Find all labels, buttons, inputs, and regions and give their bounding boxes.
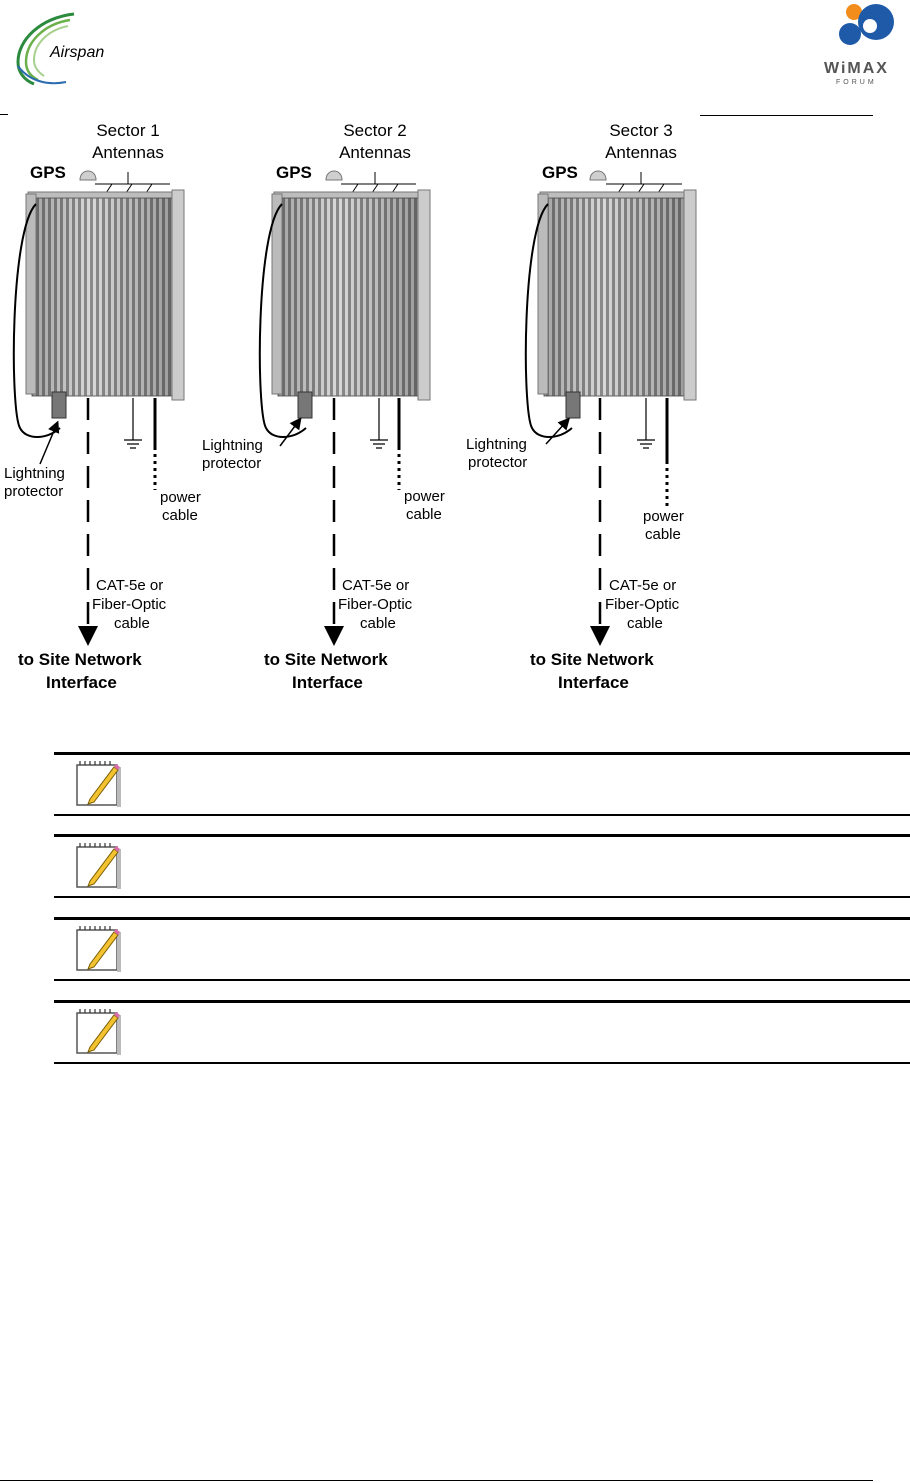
gps-label: GPS [30, 163, 66, 182]
note-box-4 [54, 1000, 910, 1064]
airspan-logo-text: Airspan [50, 44, 105, 61]
lightning-protector-icon [298, 392, 312, 418]
note-box-3 [54, 917, 910, 981]
forum-logo-text: FORUM [836, 79, 877, 86]
antennas-label: Antennas [339, 143, 411, 162]
lightning-label-1: Lightning [4, 465, 65, 482]
cable-label-3: cable [114, 615, 150, 632]
power-label-1: power [643, 508, 684, 525]
airspan-logo [10, 10, 130, 90]
sector-label: Sector 3 [609, 121, 673, 140]
cable-label-2: Fiber-Optic [92, 596, 167, 613]
unit-sector-1 [4, 121, 201, 692]
power-label-2: cable [406, 506, 442, 523]
note-box-2 [54, 834, 910, 898]
lightning-label-2: protector [468, 454, 528, 471]
antennas-label: Antennas [605, 143, 677, 162]
three-sector-installation-diagram [0, 110, 910, 710]
cable-label-2: Fiber-Optic [338, 596, 413, 613]
gps-antenna-icon [326, 171, 342, 180]
gps-label: GPS [276, 163, 312, 182]
cable-label-1: CAT-5e or [609, 577, 677, 594]
footer-rule [0, 1480, 873, 1481]
destination-label-1: to Site Network [264, 650, 388, 669]
lightning-protector-icon [566, 392, 580, 418]
cable-label-3: cable [627, 615, 663, 632]
lightning-protector-icon [52, 392, 66, 418]
destination-label-1: to Site Network [530, 650, 654, 669]
ground-icon [124, 398, 142, 448]
cable-label-1: CAT-5e or [96, 577, 164, 594]
sector-label: Sector 1 [96, 121, 160, 140]
gps-label: GPS [542, 163, 578, 182]
power-label-2: cable [162, 507, 198, 524]
notepad-icon [74, 759, 124, 809]
sector-label: Sector 2 [343, 121, 407, 140]
cable-label-2: Fiber-Optic [605, 596, 680, 613]
wimax-logo-text: WiMAX [824, 60, 889, 77]
cable-label-1: CAT-5e or [342, 577, 410, 594]
antennas-label: Antennas [92, 143, 164, 162]
unit-sector-3 [466, 121, 696, 692]
lightning-label-2: protector [4, 483, 64, 500]
unit-sector-2 [202, 121, 445, 692]
lightning-label-2: protector [202, 455, 262, 472]
power-label-2: cable [645, 526, 681, 543]
ground-icon [637, 398, 655, 448]
cable-label-3: cable [360, 615, 396, 632]
power-label-1: power [160, 489, 201, 506]
note-box-1 [54, 752, 910, 816]
destination-label-2: Interface [558, 673, 629, 692]
notepad-icon [74, 1007, 124, 1057]
power-label-1: power [404, 488, 445, 505]
destination-label-2: Interface [46, 673, 117, 692]
gps-antenna-icon [590, 171, 606, 180]
lightning-label-1: Lightning [202, 437, 263, 454]
gps-antenna-icon [80, 171, 96, 180]
destination-label-1: to Site Network [18, 650, 142, 669]
notepad-icon [74, 841, 124, 891]
destination-label-2: Interface [292, 673, 363, 692]
notepad-icon [74, 924, 124, 974]
lightning-label-1: Lightning [466, 436, 527, 453]
wimax-forum-logo [818, 0, 910, 92]
ground-icon [370, 398, 388, 448]
